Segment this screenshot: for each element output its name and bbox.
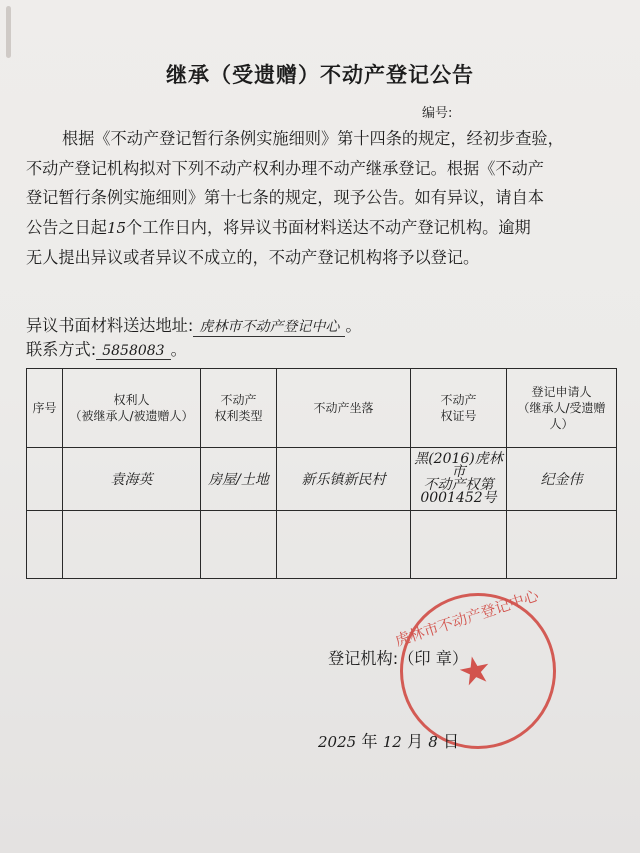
objection-address-row — [26, 312, 362, 337]
contact-row — [26, 336, 187, 360]
objection-days: 15 — [106, 218, 127, 237]
header-applicant: 登记申请人 （继承人/受遗赠 人） — [507, 369, 617, 448]
cell-right-type: 房屋/土地 — [201, 448, 277, 511]
line4-prefix: 公告之日起 — [26, 217, 107, 237]
contact-end: 。 — [170, 340, 187, 359]
cell-right-holder: 袁海英 — [63, 448, 201, 511]
objection-address-label: 异议书面材料送达地址: — [26, 316, 194, 335]
seal-star-icon: ★ — [453, 645, 497, 696]
document-number-label: 编号: — [422, 106, 453, 121]
paragraph-line-2: 不动产登记机构拟对下列不动产权利办理不动产继承登记。根据《不动产 — [26, 158, 544, 178]
contact-label: 联系方式: — [26, 340, 97, 359]
cell-location — [277, 511, 411, 579]
header-location: 不动产坐落 — [277, 369, 411, 448]
contact-value: 5858083 — [96, 343, 170, 360]
cell-applicant: 纪金伟 — [507, 448, 617, 511]
cell-right-type — [201, 511, 277, 579]
cell-location: 新乐镇新民村 — [277, 448, 411, 511]
table-header-row — [27, 369, 617, 448]
registration-org-label: 登记机构: — [328, 649, 399, 668]
cell-index — [27, 511, 63, 579]
paragraph-line-5: 无人提出异议或者异议不成立的，不动产登记机构将予以登记。 — [26, 248, 480, 267]
header-right-type: 不动产 权利类型 — [201, 369, 277, 448]
cell-applicant — [507, 511, 617, 579]
seal-label: （印 章） — [398, 649, 469, 668]
date-month-label: 月 — [406, 732, 424, 751]
table-row — [27, 448, 617, 511]
property-table — [26, 368, 617, 579]
registration-org-row — [328, 645, 468, 669]
header-right-holder: 权利人 （被继承人/被遗赠人） — [63, 369, 201, 448]
paragraph-line-3: 登记暂行条例实施细则》第十七条的规定，现予公告。如有异议，请自本 — [26, 188, 544, 207]
date-day: 8 — [428, 733, 438, 751]
objection-address-value: 虎林市不动产登记中心 — [193, 316, 345, 337]
date-day-label: 日 — [442, 732, 460, 751]
header-certificate-no: 不动产 权证号 — [411, 369, 507, 448]
objection-address-end: 。 — [345, 316, 362, 335]
cell-certificate-no: 黑(2016)虎林市 不动产权第 0001452号 — [411, 448, 507, 511]
page-title: 继承（受遗赠）不动产登记公告 — [166, 63, 474, 87]
notice-paragraph — [26, 124, 624, 273]
cell-certificate-no — [411, 511, 507, 579]
header-index: 序号 — [27, 369, 63, 448]
seal-text: 虎林市不动产登记中心 — [392, 586, 541, 650]
notice-date — [318, 728, 459, 752]
binder-hole — [6, 6, 11, 58]
date-month: 12 — [382, 733, 402, 751]
table-row — [27, 511, 617, 579]
paragraph-line-4 — [26, 213, 624, 244]
date-year: 2025 — [318, 733, 357, 751]
paragraph-line-1: 根据《不动产登记暂行条例实施细则》第十四条的规定，经初步查验， — [62, 129, 564, 148]
cell-index — [27, 448, 63, 511]
cell-right-holder — [63, 511, 201, 579]
line4-suffix: 个工作日内，将异议书面材料送达不动产登记机构。逾期 — [126, 217, 531, 237]
date-year-label: 年 — [361, 732, 378, 751]
